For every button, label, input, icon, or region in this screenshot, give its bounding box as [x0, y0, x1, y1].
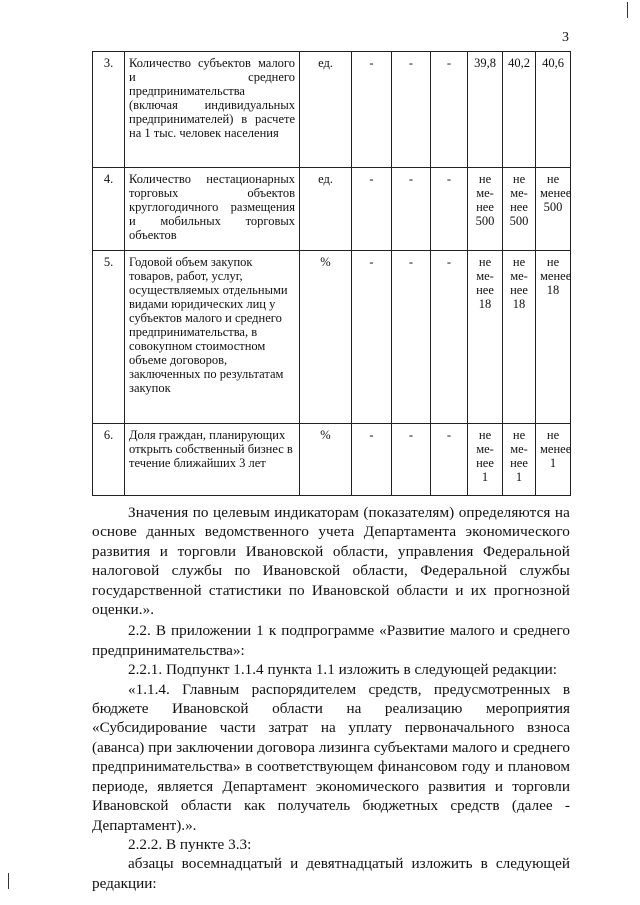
table-row — [93, 168, 571, 251]
paragraph-subitem-2-2-1: 2.2.1. Подпункт 1.1.4 пункта 1.1 изложить в следующей редакции: — [128, 661, 557, 679]
unit-cell: % — [300, 424, 352, 496]
value-cell: - — [352, 251, 392, 424]
indicator-name: Количество субъектов малого и среднего предпринимательства (включая индивидуальных предпринимателей) в расчете на 1 тыс. человек населения — [125, 52, 300, 168]
value-cell: 40,6 — [536, 52, 571, 168]
value-cell: - — [431, 168, 468, 251]
scan-edge-mark-top — [627, 2, 628, 18]
value-cell: - — [392, 52, 431, 168]
value-cell: - — [392, 251, 431, 424]
value-cell: 40,2 — [503, 52, 536, 168]
paragraph-paragraphs-18-19: абзацы восемнадцатый и девятнадцатый изложить в следующей редакции: — [92, 855, 570, 892]
value-cell: не ме-нее 18 — [468, 251, 503, 424]
row-number: 4. — [93, 168, 125, 251]
value-cell: не ме-нее 500 — [468, 168, 503, 251]
body-text — [92, 503, 570, 893]
page-number: 3 — [562, 30, 569, 45]
value-cell: - — [431, 251, 468, 424]
table-row — [93, 251, 571, 424]
indicator-name: Количество нестационарных торговых объектов круглогодичного размещения и мобильных торговых объектов — [125, 168, 300, 251]
indicators-table — [92, 51, 571, 496]
value-cell: 39,8 — [468, 52, 503, 168]
indicator-name: Доля граждан, планирующих открыть собственный бизнес в течение ближайших 3 лет — [125, 424, 300, 496]
table-row — [93, 52, 571, 168]
paragraph-quote-1-1-4: «1.1.4. Главным распорядителем средств, предусмотренных в бюджете Ивановской области на реализацию мероприятия «Субсидирование части затрат на уплату первоначального взноса (аванса) при заключении договора лизинга субъектами малого и среднего предпринимательства» в соответствующем финансовом году и плановом периоде, является Департамент экономического развития и торговли Ивановской области как получатель бюджетных средств (далее - Департамент).». — [92, 680, 570, 834]
scan-edge-mark-bottom — [8, 873, 9, 889]
unit-cell: ед. — [300, 168, 352, 251]
table-row — [93, 424, 571, 496]
value-cell: не менее 1 — [536, 424, 571, 496]
row-number: 3. — [93, 52, 125, 168]
indicator-name: Годовой объем закупок товаров, работ, услуг, осуществляемых отдельными видами юридических лиц у субъектов малого и среднего предпринимательства, в совокупном стоимостном объеме договоров, заключенных по результатам закупок — [125, 251, 300, 424]
unit-cell: % — [300, 251, 352, 424]
value-cell: не ме-нее 1 — [468, 424, 503, 496]
value-cell: не ме-нее 500 — [503, 168, 536, 251]
value-cell: - — [352, 52, 392, 168]
value-cell: - — [392, 168, 431, 251]
paragraph-subitem-2-2-2: 2.2.2. В пункте 3.3: — [128, 835, 252, 853]
value-cell: не менее 500 — [536, 168, 571, 251]
value-cell: - — [392, 424, 431, 496]
value-cell: - — [352, 424, 392, 496]
row-number: 6. — [93, 424, 125, 496]
value-cell: не ме-нее 18 — [503, 251, 536, 424]
value-cell: - — [352, 168, 392, 251]
paragraph-appendix-1: 2.2. В приложении 1 к подпрограмме «Развитие малого и среднего предпринимательства»: — [92, 622, 570, 659]
row-number: 5. — [93, 251, 125, 424]
value-cell: - — [431, 424, 468, 496]
value-cell: не ме-нее 1 — [503, 424, 536, 496]
paragraph-indicator-sources: Значения по целевым индикаторам (показателям) определяются на основе данных ведомственного учета Департамента экономического развития и торговли Ивановской области, управления Федеральной налоговой службы по Ивановской области, Федеральной службы государственной статистики по Ивановской области и их прогнозной оценки.». — [92, 504, 570, 619]
value-cell: не менее 18 — [536, 251, 571, 424]
value-cell: - — [431, 52, 468, 168]
unit-cell: ед. — [300, 52, 352, 168]
